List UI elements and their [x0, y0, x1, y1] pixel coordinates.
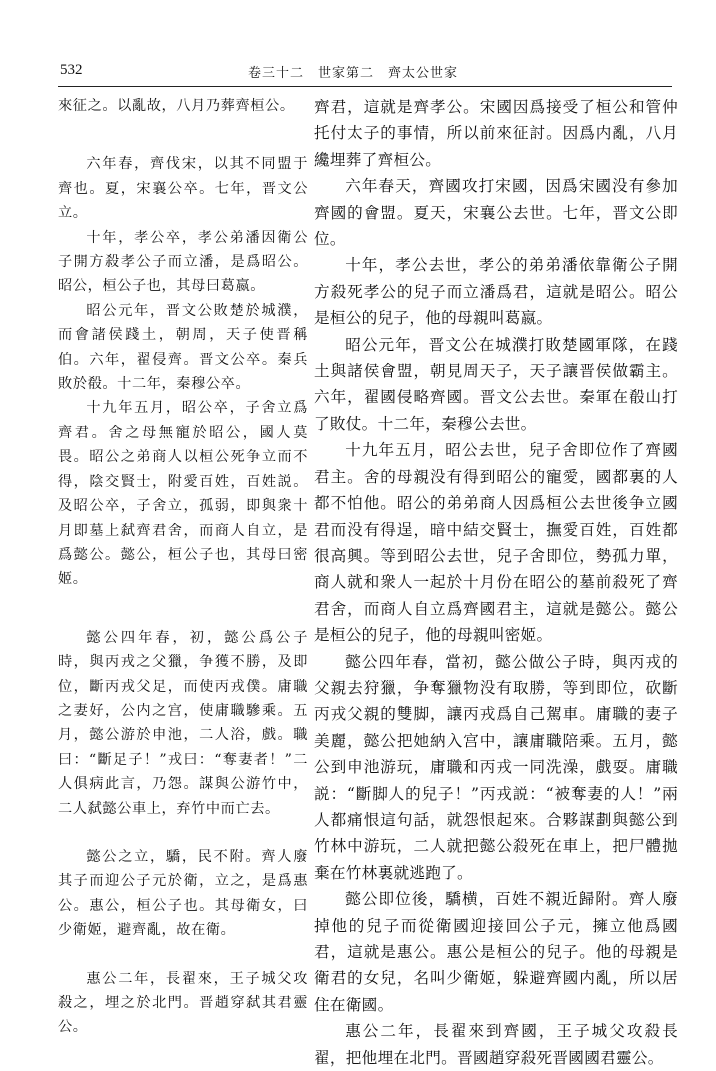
header-rule: [58, 86, 672, 87]
original-text-column: [58, 94, 308, 1036]
original-paragraph: 來征之。以亂故，八月乃葬齊桓公。: [58, 98, 295, 114]
translation-paragraph: 十年，孝公去世，孝公的弟弟潘依靠衛公子開方殺死孝公的兒子而立潘爲君，這就是昭公。昭公是桓公的兒子，他的母親叫葛嬴。: [314, 256, 678, 328]
original-paragraph: 昭公元年，晋文公敗楚於城濮，而會諸侯踐土，朝周，天子使晋稱伯。六年，翟侵齊。晋文公卒。秦兵敗於殽。十二年，秦穆公卒。: [58, 302, 308, 393]
original-paragraph: 十年，孝公卒，孝公弟潘因衛公子開方殺孝公子而立潘，是爲昭公。昭公，桓公子也，其母曰葛嬴。: [58, 229, 308, 295]
running-title: 卷三十二 世家第二 齊太公世家: [248, 66, 459, 81]
original-paragraph: 懿公之立，驕，民不附。齊人廢其子而迎公子元於衛，立之，是爲惠公。惠公，桓公子也。其母衛女，曰少衛姬，避齊亂，故在衛。: [58, 848, 308, 939]
original-paragraph: 懿公四年春，初，懿公爲公子時，與丙戎之父獵，争獲不勝，及即位，斷丙戎父足，而使丙戎僕。庸職之妻好，公内之宫，使庸職驂乘。五月，懿公游於申池，二人浴，戲。職曰：“斷足子！”戎曰：“奪妻者！”二人俱病此言，乃怨。謀與公游竹中，二人弑懿公車上，弃竹中而亡去。: [58, 629, 308, 817]
translation-paragraph: 十九年五月，昭公去世，兒子舍即位作了齊國君主。舍的母親没有得到昭公的寵愛，國都裏的人都不怕他。昭公的弟弟商人因爲桓公去世後争立國君而没有得逞，暗中結交賢士，撫愛百姓，百姓都很高興。等到昭公去世，兒子舍即位，勢孤力單，商人就和衆人一起於十月份在昭公的墓前殺死了齊君舍，而商人自立爲齊國君主，這就是懿公。懿公是桓公的兒子，他的母親叫密姬。: [314, 441, 678, 645]
original-paragraph: 六年春，齊伐宋，以其不同盟于齊也。夏，宋襄公卒。七年，晋文公立。: [58, 156, 308, 222]
translation-paragraph: 齊君，這就是齊孝公。宋國因爲接受了桓公和管仲托付太子的事情，所以前來征討。因爲内亂，八月纔埋葬了齊桓公。: [314, 98, 678, 169]
translation-paragraph: 六年春天，齊國攻打宋國，因爲宋國没有參加齊國的會盟。夏天，宋襄公去世。七年，晋文公即位。: [314, 177, 678, 249]
translation-paragraph: 惠公二年，長翟來到齊國，王子城父攻殺長翟，把他埋在北門。晋國趙穿殺死晋國國君靈公。: [314, 1022, 678, 1067]
translation-text-column: [314, 94, 678, 1067]
original-paragraph: 惠公二年，長翟來，王子城父攻殺之，埋之於北門。晋趙穿弑其君靈公。: [58, 970, 308, 1036]
translation-paragraph: 昭公元年，晋文公在城濮打敗楚國軍隊，在踐土與諸侯會盟，朝見周天子，天子讓晋侯做霸主。六年，翟國侵略齊國。晋文公去世。秦軍在殽山打了敗仗。十二年，秦穆公去世。: [314, 335, 678, 433]
page-number: 532: [60, 62, 83, 78]
original-paragraph: 十九年五月，昭公卒，子舍立爲齊君。舍之母無寵於昭公，國人莫畏。昭公之弟商人以桓公死争立而不得，陰交賢士，附愛百姓，百姓説。及昭公卒，子舍立，孤弱，即與衆十月即墓上弑齊君舍，而商人自立，是爲懿公。懿公，桓公子也，其母曰密姬。: [58, 400, 308, 588]
translation-paragraph: 懿公四年春，當初，懿公做公子時，與丙戎的父親去狩獵，争奪獵物没有取勝，等到即位，砍斷丙戎父親的雙脚，讓丙戎爲自己駕車。庸職的妻子美麗，懿公把她納入宫中，讓庸職陪乘。五月，懿公到申池游玩，庸職和丙戎一同洗澡，戲耍。庸職説：“斷脚人的兒子！”丙戎説：“被奪妻的人！”兩人都痛恨這句話，就怨恨起來。合夥謀劃與懿公到竹林中游玩，二人就把懿公殺死在車上，把尸體拋棄在竹林裏就逃跑了。: [314, 652, 678, 882]
translation-paragraph: 懿公即位後，驕横，百姓不親近歸附。齊人廢掉他的兒子而從衛國迎接回公子元，擁立他爲國君，這就是惠公。惠公是桓公的兒子。他的母親是衛君的女兒，名叫少衛姬，躲避齊國内亂，所以居住在衛國。: [314, 890, 678, 1014]
